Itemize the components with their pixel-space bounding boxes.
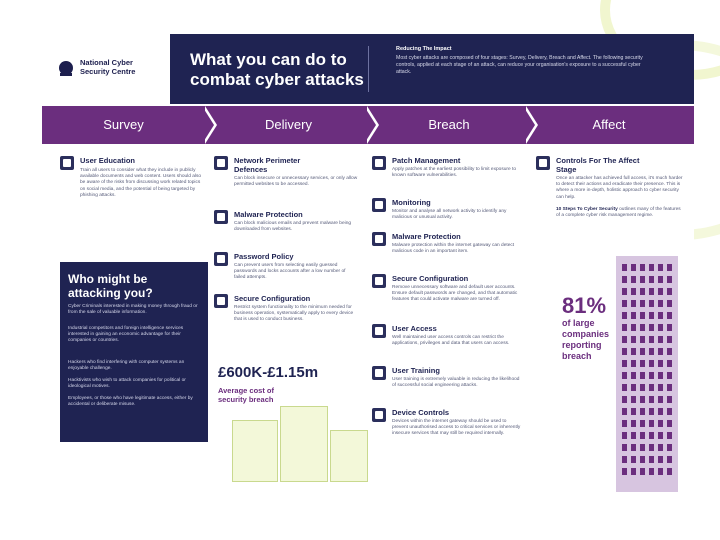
stage-survey: Survey: [103, 117, 144, 132]
monitoring-icon: [372, 198, 386, 212]
building-window: [640, 288, 645, 295]
control-title: Secure Configuration: [392, 274, 469, 283]
affect-link-suffix: outlines many of the features of a complete cyber risk management regime.: [556, 207, 681, 219]
control-title: Malware Protection: [234, 210, 303, 219]
building-window: [640, 408, 645, 415]
control-title: Network Perimeter Defences: [234, 156, 301, 174]
building-window: [649, 432, 654, 439]
building-window: [658, 456, 663, 463]
building-window: [631, 384, 636, 391]
building-window: [622, 264, 627, 271]
control-text: Remove unnecessary software and default user accounts. Ensure default passwords are changed, and that automatic features that could activate malware are turned off.: [392, 285, 518, 303]
breach-statistic: [562, 294, 632, 362]
control-title: Monitoring: [392, 198, 431, 207]
building-window: [658, 396, 663, 403]
who-line: Hackers who find interfering with computer systems an enjoyable challenge.: [68, 360, 185, 371]
stage-breach: Breach: [428, 117, 470, 132]
logo-line-1: National Cyber: [80, 58, 133, 67]
building-window: [640, 444, 645, 451]
building-window: [667, 372, 672, 379]
control-title: Device Controls: [392, 408, 450, 417]
control-text: Malware protection within the internet gateway can detect malicious code in an important item.: [392, 243, 515, 255]
building-window: [667, 312, 672, 319]
building-window: [667, 360, 672, 367]
logo-line-2: Security Centre: [80, 67, 136, 76]
building-window: [622, 432, 627, 439]
building-window: [649, 264, 654, 271]
building-window: [640, 420, 645, 427]
building-window: [640, 312, 645, 319]
control-title: User Training: [392, 366, 440, 375]
building-window: [622, 396, 627, 403]
who-line: Industrial competitors and foreign intelligence services interested in gaining an economic advantage for their companies or countries.: [68, 326, 184, 343]
building-window: [622, 276, 627, 283]
building-window: [622, 408, 627, 415]
building-window: [640, 372, 645, 379]
average-cost-label: Average cost of security breach: [218, 386, 274, 404]
building-window: [649, 468, 654, 475]
control-text: Can block malicious emails and prevent malware being downloaded from websites.: [234, 221, 352, 233]
building-window: [640, 384, 645, 391]
building-window: [622, 384, 627, 391]
building-window: [667, 408, 672, 415]
building-window: [667, 420, 672, 427]
patch-icon: [372, 156, 386, 170]
lock-icon: [372, 324, 386, 338]
logo-text: [80, 58, 135, 76]
building-window: [622, 444, 627, 451]
building-window: [649, 288, 654, 295]
user-education-icon: [60, 156, 74, 170]
who-line: Hacktivists who wish to attack companies for political or ideological motives.: [68, 378, 186, 389]
building-window: [667, 396, 672, 403]
building-window: [640, 336, 645, 343]
header-banner: [170, 34, 694, 104]
building-window: [667, 336, 672, 343]
building-window: [631, 276, 636, 283]
building-window: [622, 468, 627, 475]
who-line: Employees, or those who have legitimate access, either by accidental or deliberate misuse.: [68, 396, 193, 407]
control-text: Can prevent users from selecting easily guessed passwords and locks accounts after a low number of failed attempts.: [234, 263, 346, 281]
breach-stat-number: 81%: [562, 293, 607, 318]
building-window: [640, 324, 645, 331]
control-title: Malware Protection: [392, 232, 461, 241]
building-window: [649, 300, 654, 307]
building-window: [658, 276, 663, 283]
building-window: [667, 288, 672, 295]
building-window: [649, 324, 654, 331]
building-window: [631, 432, 636, 439]
control-text: Well maintained user access controls can restrict the applications, privileges and data that users can access.: [392, 335, 510, 347]
building-window: [649, 456, 654, 463]
building-window: [631, 396, 636, 403]
building-window: [667, 432, 672, 439]
building-window: [649, 384, 654, 391]
building-window: [640, 348, 645, 355]
building-window: [658, 444, 663, 451]
building-illustration: [616, 256, 678, 492]
building-window: [631, 408, 636, 415]
control-title: Controls For The Affect Stage: [556, 156, 640, 174]
building-window: [667, 264, 672, 271]
paper-stack-illustration: [330, 430, 368, 482]
building-window: [658, 348, 663, 355]
training-icon: [372, 366, 386, 380]
building-window: [658, 264, 663, 271]
building-window: [649, 408, 654, 415]
control-title: User Access: [392, 324, 437, 333]
control-text: Devices within the internet gateway should be used to prevent unauthorised access to critical services or inherently insecure services that may still be required internally.: [392, 419, 521, 437]
building-window: [667, 384, 672, 391]
affect-text: Once an attacker has achieved full access, it's much harder to detect their actions and eradicate their presence. This is where a more in-depth, holistic approach to cyber security can help.: [556, 176, 683, 200]
building-window: [640, 396, 645, 403]
building-window: [667, 468, 672, 475]
building-window: [640, 276, 645, 283]
building-window: [640, 264, 645, 271]
server-icon: [214, 294, 228, 308]
building-window: [640, 468, 645, 475]
building-window: [631, 444, 636, 451]
building-window: [622, 456, 627, 463]
control-text: Can block insecure or unnecessary services, or only allow permitted websites to be accessed.: [234, 176, 358, 188]
building-window: [667, 300, 672, 307]
building-window: [658, 288, 663, 295]
control-title: Patch Management: [392, 156, 461, 165]
control-text: [556, 176, 684, 219]
ncsc-logo: [42, 34, 170, 104]
building-window: [640, 456, 645, 463]
intro-heading: Reducing The Impact: [396, 46, 452, 52]
building-window: [631, 468, 636, 475]
control-title: Secure Configuration: [234, 294, 311, 303]
building-window: [649, 444, 654, 451]
building-window: [640, 432, 645, 439]
building-window: [658, 408, 663, 415]
control-text: Restrict system functionality to the minimum needed for business operation, systematically apply to every device that is used to conduct business.: [234, 305, 354, 323]
page-title: What you can do to combat cyber attacks: [190, 50, 364, 89]
building-window: [622, 372, 627, 379]
control-text: Train all users to consider what they include in publicly available documents and web content. Users should also be aware of the risks from discussing work related topics on social media, and the potential of being targeted by phishing attacks.: [80, 168, 202, 198]
ten-steps-link[interactable]: 10 Steps To Cyber Security: [556, 207, 618, 213]
building-window: [667, 456, 672, 463]
building-window: [658, 420, 663, 427]
building-window: [649, 372, 654, 379]
stage-affect: Affect: [592, 117, 626, 132]
building-window: [631, 264, 636, 271]
building-window: [658, 468, 663, 475]
building-window: [658, 360, 663, 367]
paper-stack-illustration: [232, 420, 278, 482]
network-perimeter-icon: [214, 156, 228, 170]
building-window: [667, 324, 672, 331]
royal-crest-icon: [56, 58, 76, 78]
building-window: [649, 276, 654, 283]
password-icon: [214, 252, 228, 266]
building-window: [649, 420, 654, 427]
shield-icon: [214, 210, 228, 224]
building-window: [667, 444, 672, 451]
average-cost-value: £600K-£1.15m: [218, 364, 319, 381]
building-window: [658, 336, 663, 343]
shield-icon: [372, 232, 386, 246]
control-title: User Education: [80, 156, 136, 165]
building-window: [631, 372, 636, 379]
building-window: [649, 348, 654, 355]
building-window: [658, 312, 663, 319]
paper-stack-illustration: [280, 406, 328, 482]
header-divider: [368, 46, 369, 92]
who-title: Who might be attacking you?: [68, 272, 153, 300]
stage-delivery: Delivery: [265, 117, 312, 132]
bar-chart-icon: [536, 156, 550, 170]
control-text: Monitor and analyse all network activity to identify any malicious or unusual activity.: [392, 209, 507, 221]
building-window: [658, 324, 663, 331]
building-window: [640, 300, 645, 307]
who-might-attack-panel: [60, 262, 208, 442]
building-window: [658, 384, 663, 391]
building-window: [658, 432, 663, 439]
server-icon: [372, 274, 386, 288]
building-window: [667, 348, 672, 355]
breach-stat-label: of large companies reporting breach: [562, 318, 610, 361]
building-window: [649, 312, 654, 319]
building-window: [631, 420, 636, 427]
building-window: [658, 300, 663, 307]
building-window: [658, 372, 663, 379]
building-window: [631, 456, 636, 463]
intro-text: Most cyber attacks are composed of four stages: Survey, Delivery, Breach and Affect. The following security controls, applied at each stage of an attack, can reduce your organisation's exposure to a successful cyber attack.: [396, 55, 643, 75]
building-window: [667, 276, 672, 283]
building-window: [649, 336, 654, 343]
who-line: Cyber Criminals interested in making money through fraud or from the sale of valuable information.: [68, 304, 198, 315]
infographic-poster: [42, 34, 694, 492]
building-window: [649, 396, 654, 403]
building-window: [622, 420, 627, 427]
building-window: [649, 360, 654, 367]
device-icon: [372, 408, 386, 422]
control-text: User training is extremely valuable in reducing the likelihood of successful social engineering attacks.: [392, 377, 520, 389]
control-text: Apply patches at the earliest possibility to limit exposure to known software vulnerabilities.: [392, 167, 516, 179]
control-title: Password Policy: [234, 252, 294, 261]
building-window: [640, 360, 645, 367]
attack-stages-banner: [42, 106, 694, 144]
